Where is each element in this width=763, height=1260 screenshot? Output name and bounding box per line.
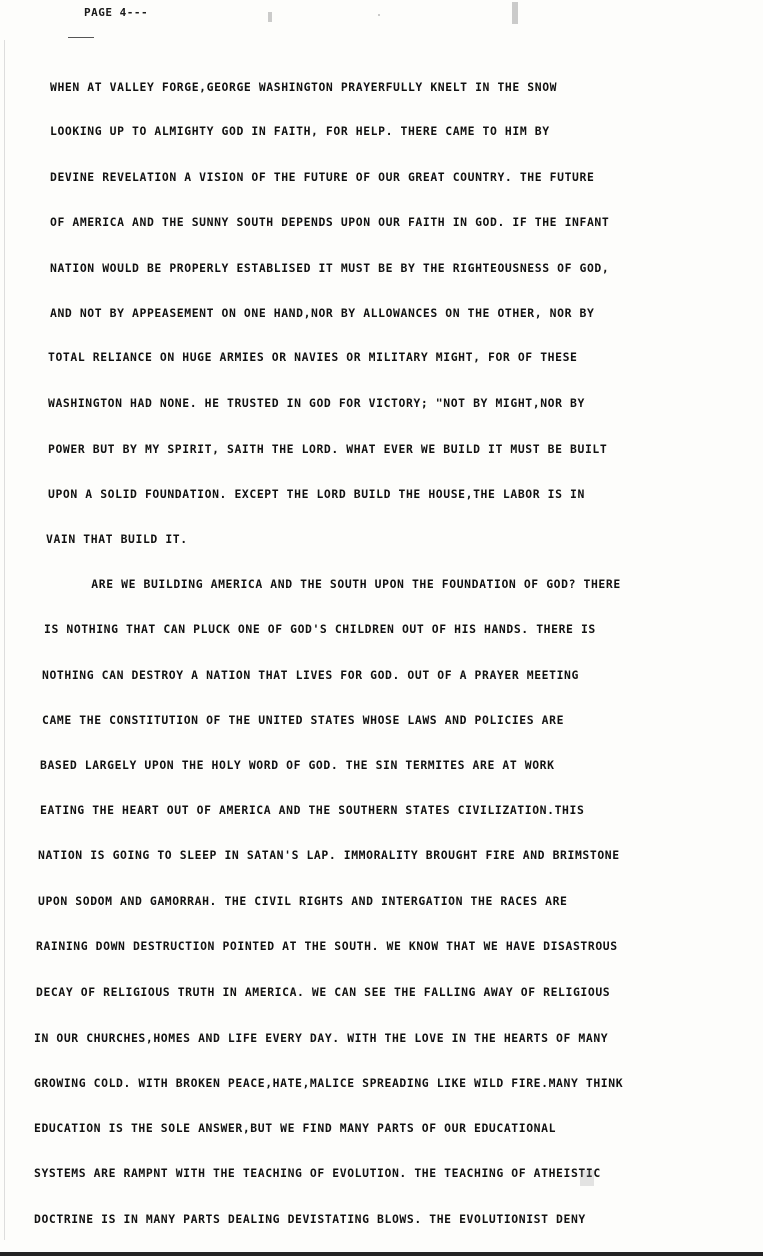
text-line-26: DOCTRINE IS IN MANY PARTS DEALING DEVISTATING BLOWS. THE EVOLUTIONIST DENY xyxy=(34,1212,586,1226)
scan-speck xyxy=(268,12,272,22)
page-number-header: PAGE 4--- xyxy=(84,6,149,19)
text-line-1: WHEN AT VALLEY FORGE,GEORGE WASHINGTON PRAYERFULLY KNELT IN THE SNOW xyxy=(50,80,558,94)
scan-speck xyxy=(580,1170,594,1186)
text-line-16: BASED LARGELY UPON THE HOLY WORD OF GOD. THE SIN TERMITES ARE AT WORK xyxy=(40,758,555,772)
text-line-25: SYSTEMS ARE RAMPNT WITH THE TEACHING OF EVOLUTION. THE TEACHING OF ATHEISTIC xyxy=(34,1166,601,1180)
text-line-9: POWER BUT BY MY SPIRIT, SAITH THE LORD. WHAT EVER WE BUILD IT MUST BE BUILT xyxy=(48,442,608,456)
text-line-15: CAME THE CONSTITUTION OF THE UNITED STATES WHOSE LAWS AND POLICIES ARE xyxy=(42,713,565,727)
text-line-4: OF AMERICA AND THE SUNNY SOUTH DEPENDS UPON OUR FAITH IN GOD. IF THE INFANT xyxy=(50,215,610,229)
text-line-17: EATING THE HEART OUT OF AMERICA AND THE SOUTHERN STATES CIVILIZATION.THIS xyxy=(40,803,585,817)
text-line-7: TOTAL RELIANCE ON HUGE ARMIES OR NAVIES OR MILITARY MIGHT, FOR OF THESE xyxy=(48,350,578,364)
text-line-6: AND NOT BY APPEASEMENT ON ONE HAND,NOR BY ALLOWANCES ON THE OTHER, NOR BY xyxy=(50,306,595,320)
text-line-22: IN OUR CHURCHES,HOMES AND LIFE EVERY DAY. WITH THE LOVE IN THE HEARTS OF MANY xyxy=(34,1031,609,1045)
text-line-20: RAINING DOWN DESTRUCTION POINTED AT THE SOUTH. WE KNOW THAT WE HAVE DISASTROUS xyxy=(36,939,618,953)
header-mark xyxy=(68,37,94,38)
text-line-14: NOTHING CAN DESTROY A NATION THAT LIVES FOR GOD. OUT OF A PRAYER MEETING xyxy=(42,668,579,682)
text-line-11: VAIN THAT BUILD IT. xyxy=(46,532,188,546)
page-edge-shadow xyxy=(4,40,5,1240)
scan-speck xyxy=(378,14,380,16)
text-line-2: LOOKING UP TO ALMIGHTY GOD IN FAITH, FOR HELP. THERE CAME TO HIM BY xyxy=(50,124,550,138)
text-line-24: EDUCATION IS THE SOLE ANSWER,BUT WE FIND MANY PARTS OF OUR EDUCATIONAL xyxy=(34,1121,557,1135)
page-bottom-edge xyxy=(0,1252,763,1256)
text-line-5: NATION WOULD BE PROPERLY ESTABLISED IT MUST BE BY THE RIGHTEOUSNESS OF GOD, xyxy=(50,261,610,275)
text-line-18: NATION IS GOING TO SLEEP IN SATAN'S LAP. IMMORALITY BROUGHT FIRE AND BRIMSTONE xyxy=(38,848,620,862)
text-line-21: DECAY OF RELIGIOUS TRUTH IN AMERICA. WE CAN SEE THE FALLING AWAY OF RELIGIOUS xyxy=(36,985,611,999)
scan-speck xyxy=(512,2,518,24)
text-line-3: DEVINE REVELATION A VISION OF THE FUTURE OF OUR GREAT COUNTRY. THE FUTURE xyxy=(50,170,595,184)
text-line-19: UPON SODOM AND GAMORRAH. THE CIVIL RIGHTS AND INTERGATION THE RACES ARE xyxy=(38,894,568,908)
text-line-12: ARE WE BUILDING AMERICA AND THE SOUTH UPON THE FOUNDATION OF GOD? THERE xyxy=(54,577,621,591)
text-line-23: GROWING COLD. WITH BROKEN PEACE,HATE,MALICE SPREADING LIKE WILD FIRE.MANY THINK xyxy=(34,1076,624,1090)
text-line-13: IS NOTHING THAT CAN PLUCK ONE OF GOD'S CHILDREN OUT OF HIS HANDS. THERE IS xyxy=(44,622,596,636)
text-line-8: WASHINGTON HAD NONE. HE TRUSTED IN GOD FOR VICTORY; "NOT BY MIGHT,NOR BY xyxy=(48,396,585,410)
text-line-10: UPON A SOLID FOUNDATION. EXCEPT THE LORD BUILD THE HOUSE,THE LABOR IS IN xyxy=(48,487,585,501)
